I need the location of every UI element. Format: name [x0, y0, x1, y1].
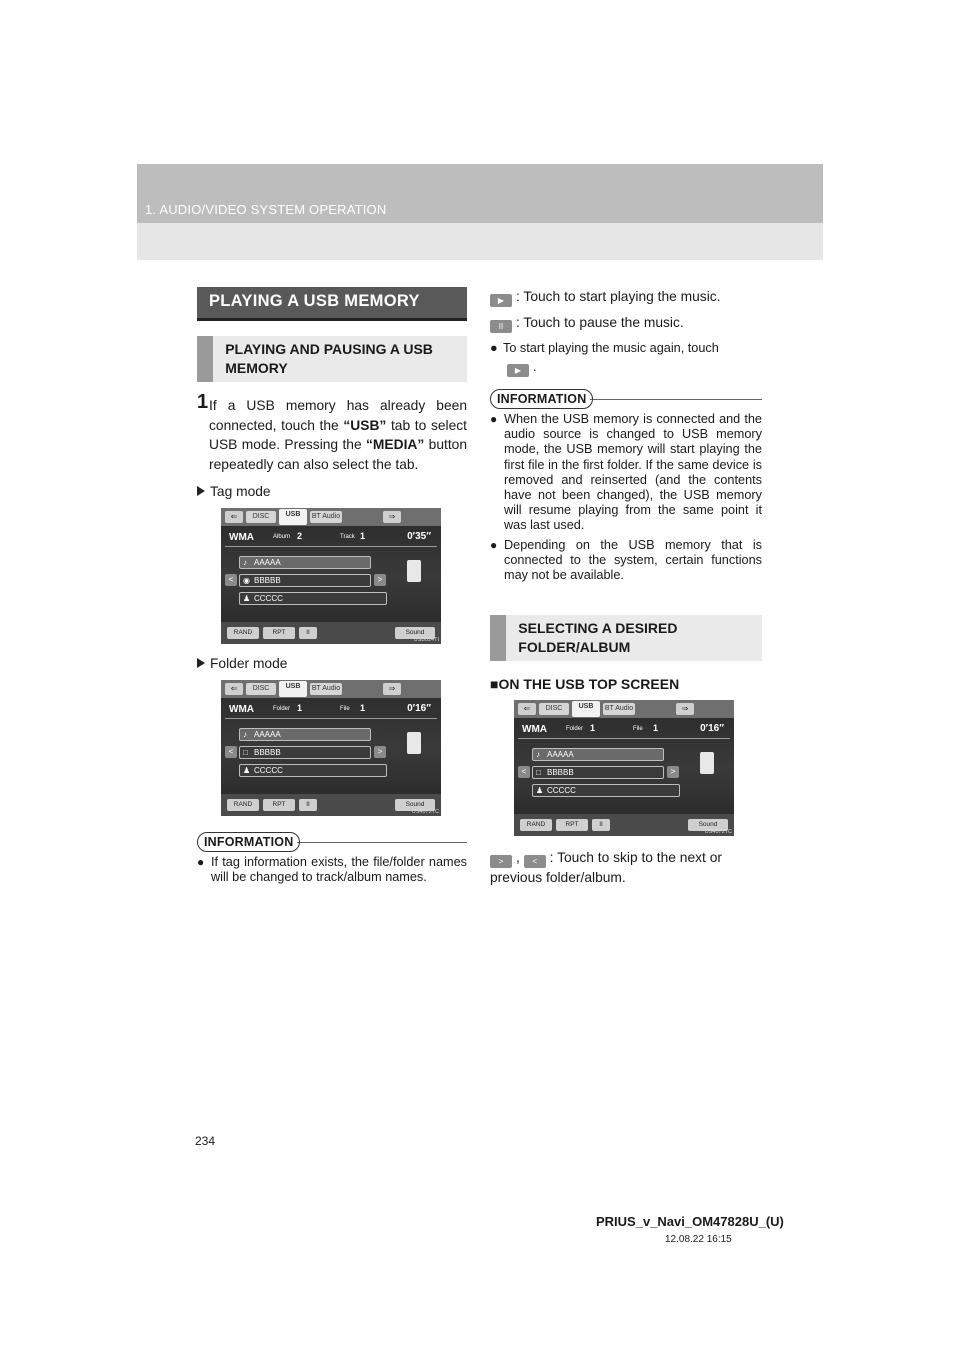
information-rule	[590, 399, 762, 400]
step-1	[197, 391, 468, 474]
artist-icon: ♟	[243, 766, 251, 775]
screen-bottom-bar	[514, 814, 734, 836]
header-section-title: 1. AUDIO/VIDEO SYSTEM OPERATION	[145, 202, 387, 217]
music-note-icon: ♪	[243, 558, 247, 567]
list-item[interactable]	[239, 556, 371, 569]
page-number: 234	[195, 1134, 216, 1148]
list-item-label: CCCCC	[254, 766, 283, 775]
screen-status-line	[225, 529, 437, 547]
information-item	[197, 855, 467, 885]
next-folder-icon: >	[490, 855, 512, 868]
mode-label: Folder mode	[210, 656, 288, 671]
header-band	[137, 164, 823, 260]
status-label: Album	[273, 534, 291, 540]
image-code: US4072TC	[704, 829, 732, 836]
tab-usb[interactable]: USB	[279, 509, 307, 525]
status-label: Track	[340, 534, 355, 540]
rand-button[interactable]: RAND	[520, 819, 552, 831]
tab-bt-audio[interactable]: BT Audio	[310, 511, 342, 523]
list-item[interactable]	[239, 574, 371, 587]
usb-screen-folder-mode	[221, 680, 441, 816]
music-note-icon: ♪	[536, 750, 540, 760]
resume-note-text: To start playing the music again, touch	[503, 341, 719, 355]
format-label: WMA	[522, 724, 547, 736]
artist-icon: ♟	[243, 594, 251, 603]
play-icon: ▶	[507, 364, 529, 377]
folder-icon: □	[243, 748, 248, 757]
next-folder-icon[interactable]: >	[667, 766, 679, 778]
left-column	[197, 287, 467, 885]
forward-arrow-icon[interactable]: ⇒	[676, 703, 694, 715]
next-folder-icon[interactable]: >	[374, 574, 386, 586]
list-item[interactable]	[532, 766, 664, 779]
list-item-label: AAAAA	[547, 750, 574, 760]
pause-button[interactable]: II	[299, 627, 317, 639]
information-rule	[297, 842, 467, 843]
information-text: When the USB memory is connected and the audio source is changed to USB memory mode, the USB memory will start playing the first file in the first folder. If the same device is removed and reinserted (and the contents have not been changed), the USB memory will resume playing from the same point it was last used.	[504, 412, 762, 533]
top-screen-heading: ■ON THE USB TOP SCREEN	[490, 676, 680, 693]
volume-indicator-icon	[407, 560, 421, 582]
usb-screen-tag-mode	[221, 508, 441, 644]
subsection-bar	[490, 615, 506, 661]
status-label: Folder	[273, 706, 291, 712]
subsection-bar	[197, 336, 213, 382]
status-value: 1	[360, 703, 366, 713]
step-text: If a USB memory has already been connected, touch the	[209, 398, 467, 433]
tab-disc[interactable]: DISC	[539, 703, 569, 715]
information-item	[490, 412, 762, 534]
rpt-button[interactable]: RPT	[263, 799, 295, 811]
mode-label: Tag mode	[210, 484, 271, 499]
play-time: 0′35″	[407, 531, 431, 542]
list-item[interactable]	[239, 728, 371, 741]
list-item-label: BBBBB	[547, 768, 574, 778]
tab-disc[interactable]: DISC	[246, 511, 276, 523]
tab-disc[interactable]: DISC	[246, 683, 276, 695]
bullet-icon: ●	[490, 537, 498, 552]
forward-arrow-icon[interactable]: ⇒	[383, 683, 401, 695]
previous-folder-icon[interactable]: <	[518, 766, 530, 778]
list-item[interactable]	[532, 748, 664, 761]
resume-note	[490, 339, 762, 377]
status-label: Folder	[566, 726, 584, 733]
step-media-button: “MEDIA”	[366, 437, 425, 452]
pause-button[interactable]: II	[592, 819, 610, 831]
screen-bottom-bar	[221, 622, 441, 644]
resume-note-end: .	[533, 360, 537, 374]
step-text: tab to select USB mode. Pressing the	[209, 417, 468, 452]
list-item[interactable]	[239, 746, 371, 759]
tab-usb[interactable]: USB	[279, 681, 307, 697]
pause-description	[490, 313, 762, 333]
back-arrow-icon[interactable]: ⇐	[225, 683, 243, 695]
step-usb-tab: “USB”	[343, 417, 387, 433]
subsection-title: SELECTING A DESIRED FOLDER/ALBUM	[518, 620, 678, 656]
rand-button[interactable]: RAND	[227, 799, 259, 811]
status-value: 1	[653, 723, 659, 734]
forward-arrow-icon[interactable]: ⇒	[383, 511, 401, 523]
step-text: button repeatedly can also select the tab.	[209, 437, 467, 472]
folder-icon: □	[536, 768, 541, 778]
document-date: 12.08.22 16:15	[665, 1234, 732, 1245]
tab-usb[interactable]: USB	[572, 701, 600, 717]
play-description	[490, 287, 762, 307]
next-folder-icon[interactable]: >	[374, 746, 386, 758]
rand-button[interactable]: RAND	[227, 627, 259, 639]
mode-tag	[197, 484, 467, 499]
usb-top-screen	[514, 700, 734, 836]
document-id: PRIUS_v_Navi_OM47828U_(U)	[596, 1214, 784, 1229]
triangle-bullet-icon	[197, 658, 205, 668]
skip-description: > , < : Touch to skip to the next or previous folder/album.	[490, 850, 722, 886]
sound-button[interactable]: Sound	[395, 799, 435, 811]
status-value: 1	[297, 703, 303, 713]
artist-icon: ♟	[536, 786, 544, 796]
tab-bt-audio[interactable]: BT Audio	[603, 703, 635, 715]
music-note-icon: ♪	[243, 730, 247, 739]
list-item[interactable]	[239, 592, 387, 605]
play-description-text: : Touch to start playing the music.	[516, 289, 721, 304]
back-arrow-icon[interactable]: ⇐	[225, 511, 243, 523]
subsection-heading	[197, 336, 467, 382]
triangle-bullet-icon	[197, 486, 205, 496]
previous-folder-icon: <	[524, 855, 546, 868]
list-item-label: AAAAA	[254, 558, 281, 567]
status-label: File	[633, 726, 643, 733]
list-item-label: BBBBB	[254, 576, 281, 585]
rpt-button[interactable]: RPT	[263, 627, 295, 639]
bullet-icon: ●	[490, 341, 498, 355]
format-label: WMA	[229, 704, 254, 715]
section-title: PLAYING A USB MEMORY	[197, 287, 467, 318]
status-value: 1	[590, 723, 596, 734]
screen-status-line	[518, 721, 730, 739]
status-value: 1	[360, 531, 366, 541]
header-top-bar	[137, 164, 823, 223]
status-label: File	[340, 706, 350, 712]
previous-folder-icon[interactable]: <	[225, 746, 237, 758]
right-column	[490, 287, 762, 887]
list-item-label: AAAAA	[254, 730, 281, 739]
image-code: US4072TC	[411, 809, 439, 815]
list-item-label: CCCCC	[254, 594, 283, 603]
bullet-icon: ●	[197, 855, 205, 869]
play-time: 0′16″	[700, 723, 724, 735]
volume-indicator-icon	[700, 752, 714, 774]
previous-folder-icon[interactable]: <	[225, 574, 237, 586]
subsection-title: PLAYING AND PAUSING A USB MEMORY	[225, 341, 433, 376]
screen-bottom-bar	[221, 794, 441, 816]
information-label: INFORMATION	[197, 832, 300, 852]
information-label: INFORMATION	[490, 389, 593, 409]
play-time: 0′16″	[407, 703, 431, 714]
play-icon: ▶	[490, 294, 512, 307]
volume-indicator-icon	[407, 732, 421, 754]
bullet-icon: ●	[490, 412, 498, 426]
list-item[interactable]	[239, 764, 387, 777]
list-item[interactable]	[532, 784, 680, 797]
image-code: USB024TI	[413, 637, 439, 643]
screen-status-line	[225, 701, 437, 719]
pause-button[interactable]: II	[299, 799, 317, 811]
subsection-heading	[490, 615, 762, 661]
step-number: 1	[197, 391, 209, 413]
pause-description-text: : Touch to pause the music.	[516, 315, 684, 330]
screen-tab-bar	[221, 508, 441, 526]
format-label: WMA	[229, 532, 254, 543]
list-item-label: BBBBB	[254, 748, 281, 757]
information-item	[490, 538, 762, 584]
sound-button[interactable]: Sound	[688, 819, 728, 831]
information-text: If tag information exists, the file/folder names will be changed to track/album names.	[211, 855, 467, 885]
top-screen-heading-text: ON THE USB TOP SCREEN	[498, 676, 680, 693]
section-rule	[197, 318, 467, 321]
status-value: 2	[297, 531, 303, 541]
rpt-button[interactable]: RPT	[556, 819, 588, 831]
list-item-label: CCCCC	[547, 786, 576, 796]
screen-tab-bar	[514, 700, 734, 718]
information-text: Depending on the USB memory that is connected to the system, certain functions may not be available.	[504, 537, 762, 583]
screen-tab-bar	[221, 680, 441, 698]
pause-icon: II	[490, 320, 512, 333]
skip-description-text: : Touch to skip to the next or previous folder/album.	[490, 850, 722, 886]
tab-bt-audio[interactable]: BT Audio	[310, 683, 342, 695]
mode-folder	[197, 656, 467, 671]
sound-button[interactable]: Sound	[395, 627, 435, 639]
back-arrow-icon[interactable]: ⇐	[518, 703, 536, 715]
disc-icon: ◉	[243, 576, 250, 585]
